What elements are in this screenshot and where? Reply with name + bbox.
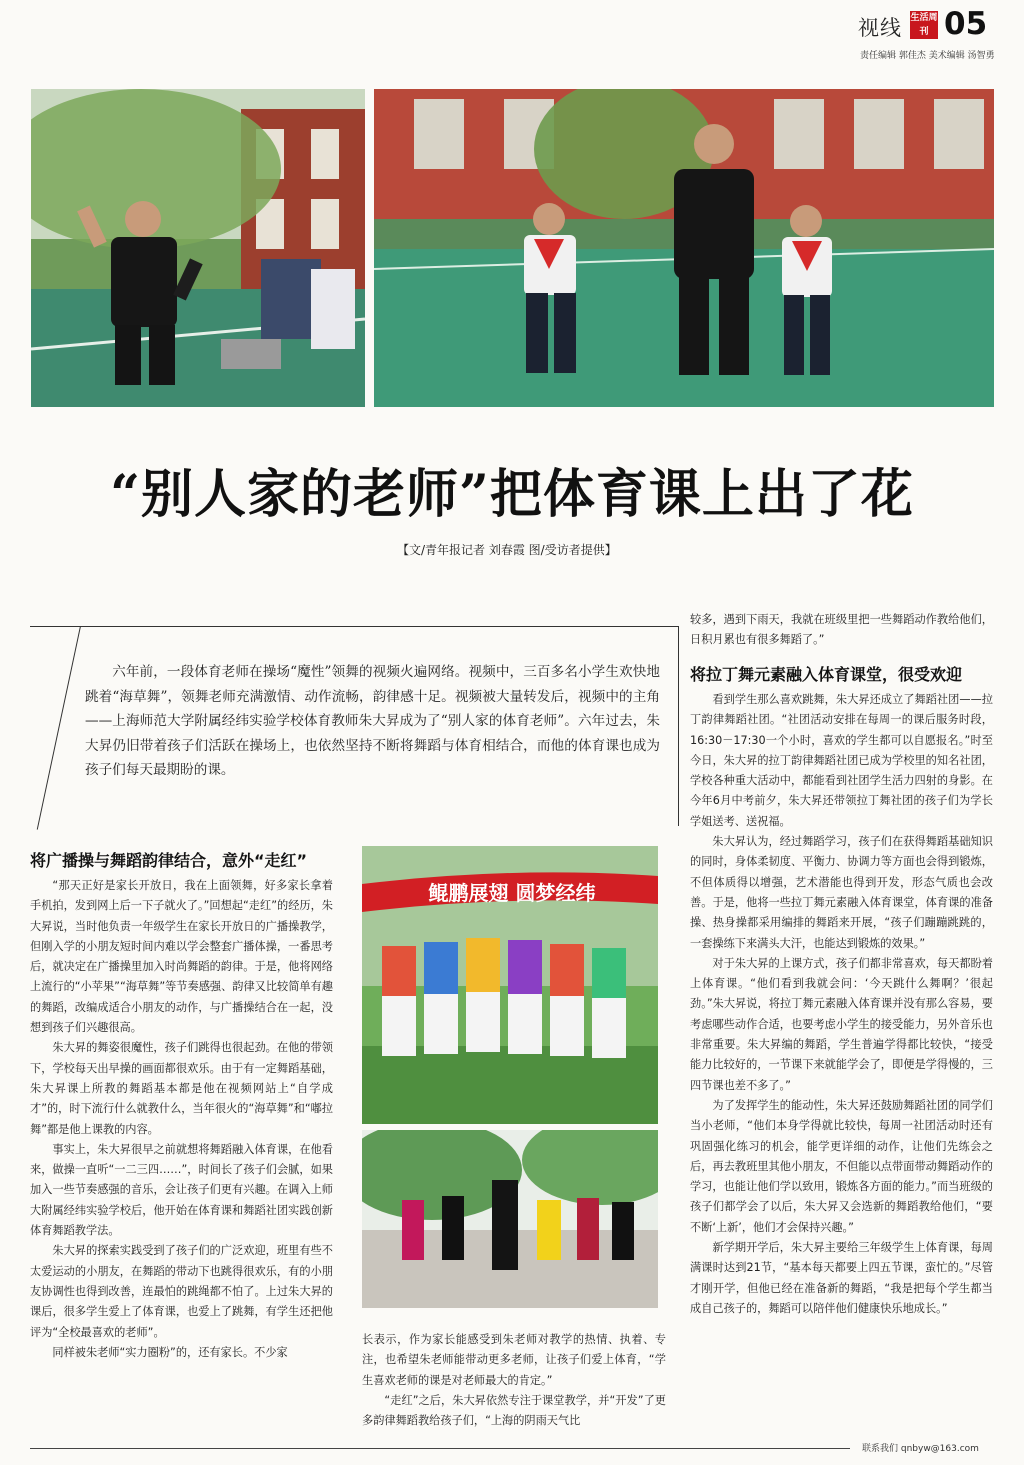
paragraph: 朱大昇的舞姿很魔性，孩子们跳得也很起劲。在他的带领下，学校每天出早操的画面都很欢乐。由于有一定舞蹈基础，朱大昇课上所教的舞蹈基本都是他在视频网站上“自学成才”的，时下流行什么就教什么，当年很火的“海草舞”和“嘟拉舞”都是他上课教的内容。 (30, 1041, 333, 1136)
right-column-text (690, 690, 993, 1319)
paragraph: 对于朱大昇的上课方式，孩子们都非常喜欢，每天都盼着上体育课。“他们看到我就会问：‘今天跳什么舞啊？’很起劲。”朱大昇说，将拉丁舞元素融入体育课并没有那么容易，要考虑哪些动作合适，也要考虑小学生的接受能力，另外音乐也非常重要。朱大昇编的舞蹈，学生普遍学得都比较快，“接受能力比较好的，一节课下来就能学会了，即便是学得慢的，三四节课也差不多了。” (690, 956, 993, 1092)
lead-diagonal-rule (37, 626, 81, 830)
photo-teacher-running-with-students (374, 89, 994, 407)
lead-right-rule (678, 626, 679, 826)
paragraph: 事实上，朱大昇很早之前就想将舞蹈融入体育课，在他看来，做操一直听“一二三四……”，时间长了孩子们会腻，如果加入一些节奏感强的音乐，会让孩子们更有兴趣。在调入上师大附属经纬实验学校后，他开始在体育课和舞蹈社团实践创新体育舞蹈教学法。 (30, 1142, 333, 1238)
paragraph: 较多，遇到下雨天，我就在班级里把一些舞蹈动作教给他们，日积月累也有很多舞蹈了。” (690, 613, 993, 647)
paragraph: 朱大昇的探索实践受到了孩子们的广泛欢迎，班里有些不太爱运动的小朋友，在舞蹈的带动下也跳得很欢乐，有的小朋友协调性也得到改善，连最怕的跳绳都不怕了。上过朱大昇的课后，很多学生爱上了体育课，也爱上了跳舞，有学生还把他评为“全校最喜欢的老师”。 (30, 1244, 333, 1339)
paragraph: 长表示，作为家长能感受到朱老师对教学的热情、执着、专注，也希望朱老师能带动更多老师，让孩子们爱上体育，“学生喜欢老师的课是对老师最大的肯定。” (362, 1333, 666, 1387)
footer-rule (30, 1448, 850, 1449)
section2-heading: 将拉丁舞元素融入体育课堂，很受欢迎 (690, 665, 963, 684)
section1-heading: 将广播操与舞蹈韵律结合，意外“走红” (30, 851, 308, 870)
left-column-text (30, 876, 333, 1363)
paragraph: “走红”之后，朱大昇依然专注于课堂教学，并“开发”了更多韵律舞蹈教给孩子们，“上海的阴雨天气比 (362, 1393, 666, 1428)
page-number: 05 (944, 6, 988, 42)
paragraph: 新学期开学后，朱大昇主要给三年级学生上体育课，每周满课时达到21节，“基本每天都要上四五节课，蛮忙的。”尽管才刚开学，但他已经在准备新的舞蹈，“我是把每个学生都当成自己孩子的，舞蹈可以陪伴他们健康快乐地成长。” (690, 1241, 993, 1315)
article-lead: 六年前，一段体育老师在操场“魔性”领舞的视频火遍网络。视频中，三百多名小学生欢快地跳着“海草舞”，领舞老师充满激情、动作流畅，韵律感十足。视频被大量转发后，视频中的主角——上海师范大学附属经纬实验学校体育教师朱大昇成为了“别人家的体育老师”。六年过去，朱大昇仍旧带着孩子们活跃在操场上，也依然坚持不断将舞蹈与体育相结合，而他的体育课也成为孩子们每天最期盼的课。 (85, 664, 660, 778)
photo-students-jumping-banner (362, 846, 658, 1124)
article-headline: “别人家的老师”把体育课上出了花 (110, 464, 914, 525)
paragraph: 同样被朱老师“实力圈粉”的，还有家长。不少家 (52, 1345, 288, 1359)
editors-credit: 责任编辑 郭佳杰 美术编辑 汤智勇 (860, 51, 995, 61)
paragraph: 朱大昇认为，经过舞蹈学习，孩子们在获得舞蹈基础知识的同时，身体柔韧度、平衡力、协调力等方面也会得到锻炼，不但体质得以增强，艺术潜能也得到开发，形态气质也会改善。于是，他将一些拉丁舞元素融入体育课堂，体育课的准备操、热身操都采用编排的舞蹈来开展，“孩子们蹦蹦跳跳的，一套操练下来满头大汗，也能达到锻炼的效果。” (690, 835, 993, 950)
paragraph: 看到学生那么喜欢跳舞，朱大昇还成立了舞蹈社团——拉丁韵律舞蹈社团。“社团活动安排在每周一的课后服务时段，16:30－17:30一个小时，喜欢的学生都可以自愿报名。”时至今日，朱大昇的拉丁韵律舞蹈社团已成为学校里的知名社团，学校各种重大活动中，都能看到社团学生活力四射的身影。在今年6月中考前夕，朱大昇还带领拉丁舞社团的孩子们为学长学姐送考、送祝福。 (690, 693, 993, 828)
magazine-badge: 生活周刊 (910, 13, 938, 37)
banner-text: 鲲鹏展翅 圆梦经纬 (428, 881, 596, 905)
paragraph: “那天正好是家长开放日，我在上面领舞，好多家长拿着手机拍，发到网上后一下子就火了。”回想起“走红”的经历，朱大昇说，当时他负责一年级学生在家长开放日的广播操教学，但刚入学的小朋友短时间内难以学会整套广播体操，一番思考后，就决定在广播操里加入时尚舞蹈的韵律。于是，他将网络上流行的“小苹果”“海草舞”等节奏感强、韵律又比较简单有趣的舞蹈，改编成适合小朋友的动作，与广播操结合在一起，没想到孩子们兴趣很高。 (30, 879, 333, 1035)
photo-latin-dance-group (362, 1130, 658, 1308)
contact-email: 联系我们 qnbyw@163.com (862, 1444, 979, 1454)
paragraph: 为了发挥学生的能动性，朱大昇还鼓励舞蹈社团的同学们当小老师，“他们本身学得就比较快，每周一社团活动时还有巩固强化练习的机会，能学更详细的动作，让他们先练会之后，再去教班里其他小朋友，不但能以点带面带动舞蹈动作的学习，也能让他们学以致用，锻炼各方面的能力。”而当班级的孩子们都学会了以后，朱大昇又会选新的舞蹈教给他们，“要不断‘上新’，他们才会保持兴趣。” (690, 1098, 993, 1234)
lead-top-rule (30, 626, 678, 627)
photo-teacher-waving (31, 89, 365, 407)
article-byline: 【文/青年报记者 刘春霞 图/受访者提供】 (397, 543, 617, 557)
section-name: 视线 (858, 16, 902, 40)
right-column-top-text (690, 610, 993, 651)
middle-column-text (362, 1330, 666, 1431)
